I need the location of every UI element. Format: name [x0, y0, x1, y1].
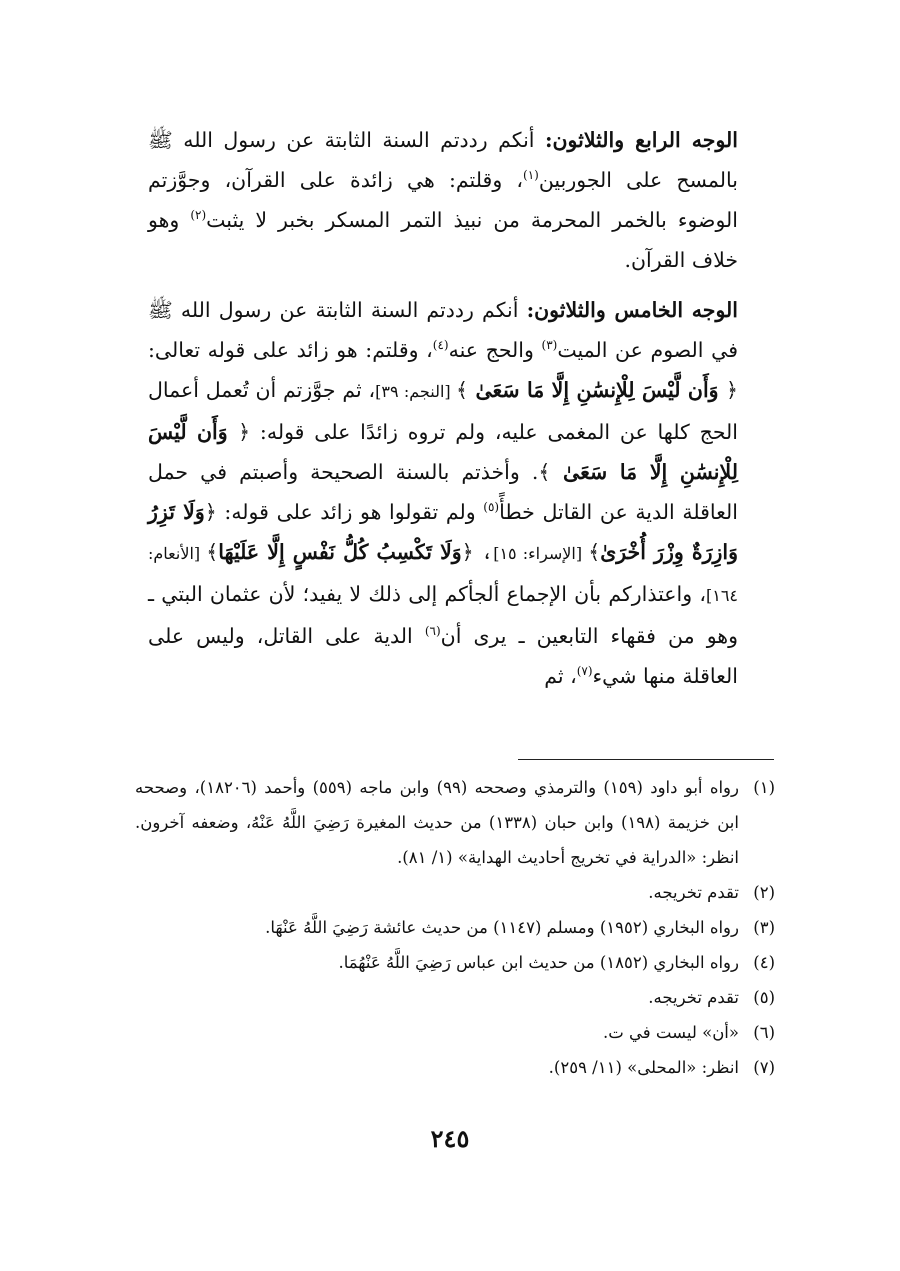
text-run: ، وقلتم: هو زائد على قوله تعالى:	[148, 338, 433, 362]
footnote-divider	[518, 759, 774, 760]
quran-verse: وَأَن لَّيْسَ لِلْإِنسَٰنِ إِلَّا مَا سَعَىٰ	[148, 420, 738, 484]
footnote-2	[135, 875, 775, 910]
text-run: والحج عنه	[448, 338, 542, 362]
text-run: ، واعتذاركم بأن الإجماع ألجأكم إلى ذلك لا يفيد؛ لأن عثمان البتي ـ وهو من فقهاء التابعين ـ يرى أن	[148, 582, 738, 648]
footnote-text: انظر: «المحلى» (١١/ ٢٥٩).	[548, 1058, 739, 1077]
footnote-7	[135, 1050, 775, 1085]
text-run: ، وقلتم: هي زائدة على القرآن، وجوَّزتم الوضوء بالخمر المحرمة من نبيذ التمر المسكر بخبر لا يثبت	[148, 168, 738, 232]
quran-verse: وَأَن لَّيْسَ لِلْإِنسَٰنِ إِلَّا مَا سَعَىٰ	[468, 378, 726, 402]
verse-reference: [النجم: ٣٩]	[375, 382, 457, 401]
footnote-text: «أن» ليست في ت.	[603, 1023, 739, 1042]
text-run: أنكم رددتم السنة الثابتة عن رسول الله ﷺ في الصوم عن الميت	[148, 298, 738, 362]
footnote-text: تقدم تخريجه.	[648, 883, 739, 902]
quran-bracket-close: ﴾	[206, 540, 219, 564]
footnote-5	[135, 980, 775, 1015]
text-run: الدية على القاتل، وليس على العاقلة منها شيء	[148, 624, 738, 688]
footnote-6	[135, 1015, 775, 1050]
footnote-marker: (٦)	[424, 624, 441, 639]
quran-bracket-open: ﴿	[725, 378, 738, 402]
footnote-marker: (٢)	[190, 208, 207, 223]
text-run: ،	[473, 540, 494, 564]
quran-verse: وَلَا تَزِرُ وَازِرَةٌ وِزْرَ أُخْرَىٰ	[148, 500, 738, 564]
paragraph-34	[148, 120, 738, 280]
footnote-number: (٦)	[753, 1023, 775, 1042]
footnote-text: تقدم تخريجه.	[648, 988, 739, 1007]
text-run: ، ثم جوَّزتم أن تُعمل أعمال الحج كلها عن المغمى عليه، ولم تروه زائدًا على قوله:	[148, 378, 738, 444]
paragraph-heading: الوجه الخامس والثلاثون:	[526, 298, 738, 322]
footnotes	[135, 770, 775, 1085]
footnote-1	[135, 770, 775, 875]
quran-bracket-open: ﴿	[204, 500, 217, 524]
quran-bracket-open: ﴿	[238, 420, 251, 444]
main-text	[148, 120, 738, 706]
quran-bracket-close: ﴾	[588, 540, 601, 564]
footnote-marker: (٣)	[541, 338, 558, 353]
quran-bracket-close: ﴾	[456, 378, 469, 402]
footnote-marker: (٧)	[576, 664, 593, 679]
footnote-marker: (١)	[523, 168, 539, 183]
footnote-number: (٤)	[753, 953, 775, 972]
footnote-marker: (٥)	[483, 500, 500, 515]
footnote-3	[135, 910, 775, 945]
footnote-4	[135, 945, 775, 980]
footnote-text: رواه أبو داود (١٥٩) والترمذي وصححه (٩٩) وابن ماجه (٥٥٩) وأحمد (١٨٢٠٦)، وصححه ابن خزيمة (١٩٨) وابن حبان (١٣٣٨) من حديث المغيرة رَضِيَ اللَّهُ عَنْهُ، وضعفه آخرون. انظر: «الدراية في تخريج أحاديث الهداية» (١/ ٨١).	[135, 778, 739, 867]
quran-bracket-close: ﴾	[538, 460, 551, 484]
text-run: ولم تقولوا هو زائد على قوله:	[216, 500, 484, 524]
paragraph-heading: الوجه الرابع والثلاثون:	[544, 128, 738, 152]
quran-verse: وَلَا تَكْسِبُ كُلُّ نَفْسٍ إِلَّا عَلَيْهَا	[218, 540, 462, 564]
paragraph-35	[148, 290, 738, 696]
footnote-number: (٣)	[753, 918, 775, 937]
footnote-number: (٢)	[753, 883, 775, 902]
footnote-text: رواه البخاري (١٩٥٢) ومسلم (١١٤٧) من حديث عائشة رَضِيَ اللَّهُ عَنْهَا.	[265, 918, 739, 937]
text-run: وهو خلاف القرآن.	[148, 208, 738, 272]
text-run: . وأخذتم بالسنة الصحيحة وأصبتم في حمل العاقلة الدية عن القاتل خطأً	[148, 460, 738, 524]
verse-reference: [الإسراء: ١٥]	[493, 544, 589, 563]
text-run: أنكم رددتم السنة الثابتة عن رسول الله ﷺ بالمسح على الجوربين	[148, 128, 738, 192]
footnote-number: (١)	[753, 778, 775, 797]
page-number: ٢٤٥	[430, 1124, 470, 1153]
footnote-text: رواه البخاري (١٨٥٢) من حديث ابن عباس رَضِيَ اللَّهُ عَنْهُمَا.	[338, 953, 739, 972]
footnote-number: (٥)	[753, 988, 775, 1007]
verse-reference: [الأنعام: ١٦٤]	[148, 544, 738, 605]
footnote-marker: (٤)	[432, 338, 449, 353]
text-run: ، ثم	[544, 664, 577, 688]
quran-bracket-open: ﴿	[461, 540, 474, 564]
footnote-number: (٧)	[753, 1058, 775, 1077]
